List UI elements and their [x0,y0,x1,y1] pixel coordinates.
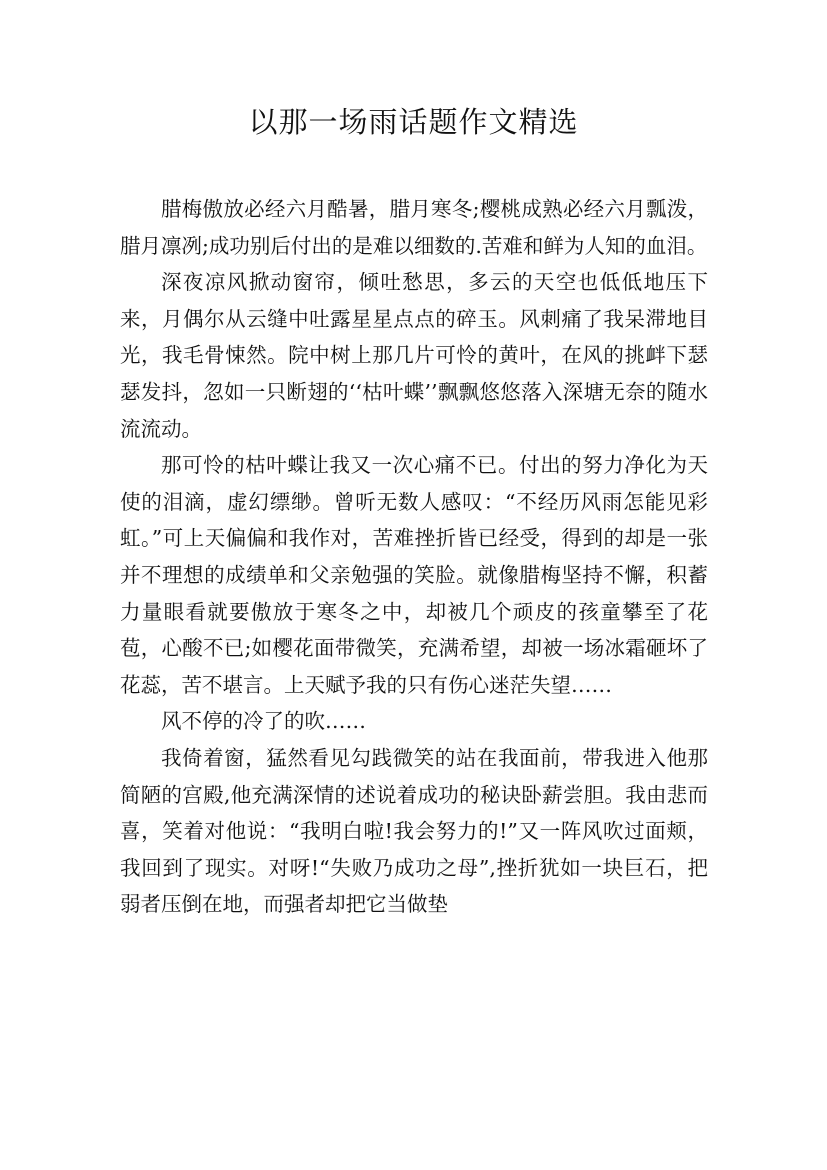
paragraph-2: 深夜凉风掀动窗帘，倾吐愁思，多云的天空也低低地压下来，月偶尔从云缝中吐露星星点点的碎玉。风刺痛了我呆滞地目光，我毛骨悚然。院中树上那几片可怜的黄叶，在风的挑衅下瑟瑟发抖，忽如一只断翅的‘‘枯叶蝶’’飘飘悠悠落入深塘无奈的随水流流动。 [120,270,708,441]
document-body [120,191,708,923]
document-title: 以那一场雨话题作文精选 [248,105,579,139]
paragraph-1: 腊梅傲放必经六月酷暑，腊月寒冬;樱桃成熟必经六月瓢泼，腊月凛冽;成功别后付出的是难以细数的.苦难和鲜为人知的血泪。 [120,197,708,258]
paragraph-4: 风不停的冷了的吹…… [161,709,366,734]
paragraph-3: 那可怜的枯叶蝶让我又一次心痛不已。付出的努力净化为天使的泪滴，虚幻缥缈。曾听无数人感叹：“不经历风雨怎能见彩虹。”可上天偏偏和我作对，苦难挫折皆已经受，得到的却是一张并不理想的成绩单和父亲勉强的笑脸。就像腊梅坚持不懈，积蓄力量眼看就要傲放于寒冬之中，却被几个顽皮的孩童攀至了花苞，心酸不已;如樱花面带微笑，充满希望，却被一场冰霜砸坏了花蕊，苦不堪言。上天赋予我的只有伤心迷茫失望…… [120,453,708,697]
paragraph-5: 我倚着窗，猛然看见勾践微笑的站在我面前，带我进入他那简陋的宫殿,他充满深情的述说着成功的秘诀卧薪尝胆。我由悲而喜，笑着对他说：“我明白啦!我会努力的!”又一阵风吹过面颊，我回到了现实。对呀!“失败乃成功之母”,挫折犹如一块巨石，把弱者压倒在地，而强者却把它当做垫 [120,745,708,917]
